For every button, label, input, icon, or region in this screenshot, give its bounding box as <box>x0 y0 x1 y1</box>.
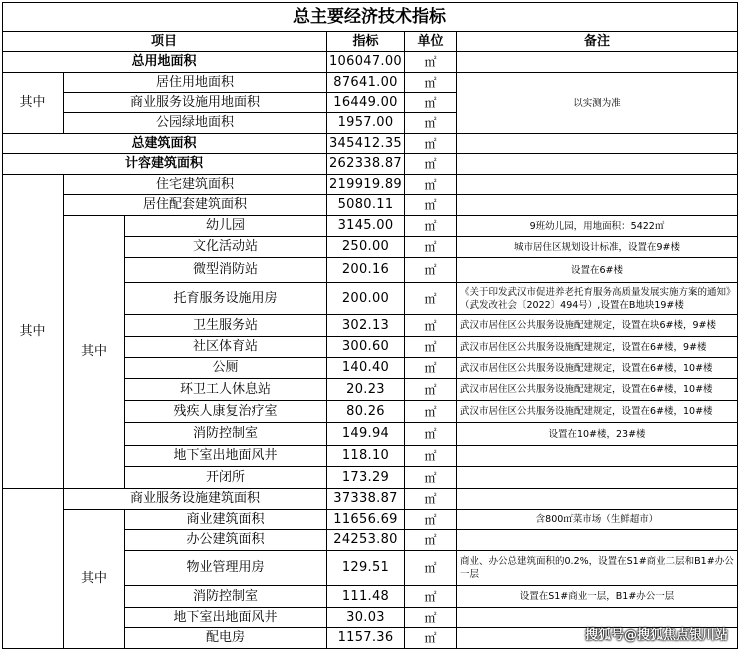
row-value: 3145.00 <box>327 216 405 237</box>
row-remark <box>457 52 738 73</box>
row-value: 16449.00 <box>327 93 405 113</box>
row-unit: ㎡ <box>405 510 457 530</box>
row-unit: ㎡ <box>405 608 457 628</box>
row-label: 环卫工人休息站 <box>125 379 327 401</box>
row-value: 140.40 <box>327 358 405 379</box>
row-label: 居住用地面积 <box>64 73 327 93</box>
header-indicator: 指标 <box>327 32 405 52</box>
row-remark: 《关于印发武汉市促进养老托育服务高质量发展实施方案的通知》（武发改社会〔2022〕494号）,设置在B地块19#楼 <box>457 283 738 315</box>
row-unit: ㎡ <box>405 93 457 113</box>
row-unit: ㎡ <box>405 195 457 216</box>
row-value: 262338.87 <box>327 154 405 175</box>
row-remark <box>457 467 738 489</box>
row-unit: ㎡ <box>405 216 457 237</box>
row-unit: ㎡ <box>405 446 457 467</box>
row-remark: 武汉市居住区公共服务设施配建规定，设置在6#楼，10#楼 <box>457 401 738 423</box>
row-label: 微型消防站 <box>125 258 327 283</box>
row-value: 219919.89 <box>327 175 405 195</box>
row-label: 公厕 <box>125 358 327 379</box>
row-value: 80.26 <box>327 401 405 423</box>
row-remark: 武汉市居住区公共服务设施配建规定，设置在6#楼，9#楼 <box>457 337 738 358</box>
row-label: 计容建筑面积 <box>2 154 327 175</box>
row-label: 居住配套建筑面积 <box>64 195 327 216</box>
row-value: 11656.69 <box>327 510 405 530</box>
group-label-land: 其中 <box>2 73 64 134</box>
row-label: 总用地面积 <box>2 52 327 73</box>
row-remark: 武汉市居住区公共服务设施配建规定，设置在6#楼，10#楼 <box>457 379 738 401</box>
row-unit: ㎡ <box>405 586 457 608</box>
row-label: 残疾人康复治疗室 <box>125 401 327 423</box>
row-value: 200.00 <box>327 283 405 315</box>
row-value: 300.60 <box>327 337 405 358</box>
row-value: 149.94 <box>327 423 405 446</box>
row-unit: ㎡ <box>405 379 457 401</box>
row-unit: ㎡ <box>405 423 457 446</box>
row-unit: ㎡ <box>405 315 457 337</box>
row-unit: ㎡ <box>405 628 457 649</box>
row-label: 地下室出地面风井 <box>125 446 327 467</box>
row-unit: ㎡ <box>405 237 457 258</box>
row-unit: ㎡ <box>405 134 457 154</box>
row-label: 商业建筑面积 <box>125 510 327 530</box>
row-unit: ㎡ <box>405 258 457 283</box>
row-label: 文化活动站 <box>125 237 327 258</box>
row-unit: ㎡ <box>405 401 457 423</box>
row-label: 卫生服务站 <box>125 315 327 337</box>
group-label-residential-facilities: 其中 <box>64 216 125 489</box>
row-unit: ㎡ <box>405 175 457 195</box>
row-remark: 含800㎡菜市场（生鲜超市） <box>457 510 738 530</box>
row-remark: 设置在6#楼 <box>457 258 738 283</box>
group-label-residential: 其中 <box>2 175 64 489</box>
row-label: 开闭所 <box>125 467 327 489</box>
watermark: 搜狐号@搜狐焦点银川站 <box>584 628 728 643</box>
row-value: 200.16 <box>327 258 405 283</box>
row-remark <box>457 195 738 216</box>
row-value: 24253.80 <box>327 530 405 551</box>
indicator-table <box>2 2 738 649</box>
row-unit: ㎡ <box>405 358 457 379</box>
land-remark: 以实测为准 <box>457 73 738 134</box>
row-remark <box>457 175 738 195</box>
row-value: 1157.36 <box>327 628 405 649</box>
row-value: 302.13 <box>327 315 405 337</box>
row-value: 20.23 <box>327 379 405 401</box>
row-unit: ㎡ <box>405 113 457 134</box>
row-value: 118.10 <box>327 446 405 467</box>
row-label: 住宅建筑面积 <box>64 175 327 195</box>
row-remark <box>457 489 738 510</box>
row-remark: 设置在10#楼，23#楼 <box>457 423 738 446</box>
row-unit: ㎡ <box>405 530 457 551</box>
row-value: 5080.11 <box>327 195 405 216</box>
row-remark: 武汉市居住区公共服务设施配建规定，设置在6#楼，10#楼 <box>457 358 738 379</box>
row-remark: 商业、办公总建筑面积的0.2%，设置在S1#商业二层和B1#办公一层 <box>457 551 738 586</box>
row-label: 公园绿地面积 <box>64 113 327 134</box>
row-unit: ㎡ <box>405 337 457 358</box>
row-value: 1957.00 <box>327 113 405 134</box>
row-unit: ㎡ <box>405 489 457 510</box>
row-label: 商业服务设施用地面积 <box>64 93 327 113</box>
row-value: 37338.87 <box>327 489 405 510</box>
row-label: 消防控制室 <box>125 423 327 446</box>
row-remark <box>457 446 738 467</box>
header-unit: 单位 <box>405 32 457 52</box>
table-title: 总主要经济技术指标 <box>2 2 738 32</box>
row-label: 幼儿园 <box>125 216 327 237</box>
row-label: 地下室出地面风井 <box>125 608 327 628</box>
row-remark: 城市居住区规划设计标准，设置在9#楼 <box>457 237 738 258</box>
row-value: 106047.00 <box>327 52 405 73</box>
row-remark <box>457 530 738 551</box>
row-value: 345412.35 <box>327 134 405 154</box>
row-value: 129.51 <box>327 551 405 586</box>
row-label: 商业服务设施建筑面积 <box>64 489 327 510</box>
row-label: 配电房 <box>125 628 327 649</box>
row-label: 物业管理用房 <box>125 551 327 586</box>
row-remark <box>457 134 738 154</box>
row-remark: 设置在S1#商业一层，B1#办公一层 <box>457 586 738 608</box>
row-unit: ㎡ <box>405 551 457 586</box>
row-label: 办公建筑面积 <box>125 530 327 551</box>
row-remark: 武汉市居住区公共服务设施配建规定，设置在块6#楼，9#楼 <box>457 315 738 337</box>
row-unit: ㎡ <box>405 73 457 93</box>
row-value: 30.03 <box>327 608 405 628</box>
group-spacer <box>2 489 64 649</box>
row-value: 250.00 <box>327 237 405 258</box>
row-value: 87641.00 <box>327 73 405 93</box>
row-unit: ㎡ <box>405 467 457 489</box>
row-unit: ㎡ <box>405 154 457 175</box>
row-label: 社区体育站 <box>125 337 327 358</box>
row-label: 总建筑面积 <box>2 134 327 154</box>
header-remarks: 备注 <box>457 32 738 52</box>
row-label: 消防控制室 <box>125 586 327 608</box>
row-unit: ㎡ <box>405 52 457 73</box>
row-unit: ㎡ <box>405 283 457 315</box>
row-remark: 9班幼儿园，用地面积：5422㎡ <box>457 216 738 237</box>
row-value: 173.29 <box>327 467 405 489</box>
group-label-commercial: 其中 <box>64 510 125 649</box>
row-remark <box>457 154 738 175</box>
row-value: 111.48 <box>327 586 405 608</box>
header-item: 项目 <box>2 32 327 52</box>
row-label: 托育服务设施用房 <box>125 283 327 315</box>
